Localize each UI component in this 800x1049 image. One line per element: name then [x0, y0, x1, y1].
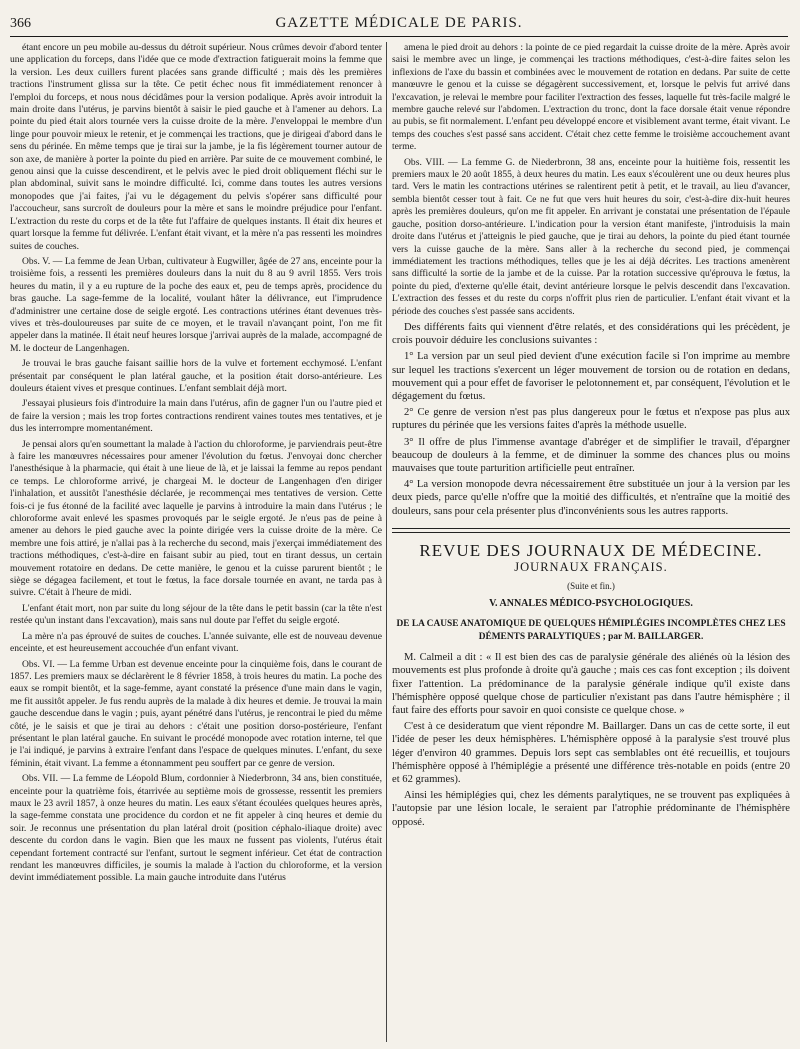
- paragraph: J'essayai plusieurs fois d'introduire la main dans l'utérus, afin de gagner l'un ou l'autre pied et de faire la version ; mais les trop fortes contractions rendirent vaines toutes mes tentatives, et je dus les interrompre momentanément.: [10, 398, 382, 435]
- paragraph: Obs. VIII. — La femme G. de Niederbronn, 38 ans, enceinte pour la huitième fois, ressentit les premiers maux le 20 août 1855, à deux heures du matin. Les eaux s'écoulèrent une ou deux heures plus tard. Vers le matin les contractions utérines se ralentirent petit à petit, et le travail, au lieu d'avancer, sembla bientôt cesser tout à fait. Ce ne fut que vers huit heures du soir, c'est-à-dire dix-huit heures après les premières douleurs, qu'on me fit appeler. En arrivant je constatai une présentation de l'épaule gauche, position dorso-antérieure. L'indication pour la version étant manifeste, j'introduisis la main droite dans l'utérus et j'atteignis le pied gauche, que je tirai au dehors, la pointe du pied étant tournée vers la cuisse gauche de la mère. Sans aller à la recherche du second pied, je commençai immédiatement les tractions méthodiques, telles que je les ai déjà décrites. Les tractions amenèrent sans difficulté la sortie de la jambe et de la cuisse. Par la rotation successive qu'éprouva le fœtus, la pointe du pied, d'externe qu'elle était, devint antérieure lorsque le pelvis descendit dans l'excavation. L'extraction des fesses et du reste du corps n'offrit plus rien de particulier. L'enfant était vivant et la période des couches s'est passée sans accidents.: [392, 156, 790, 317]
- paragraph: C'est à ce desideratum que vient répondre M. Baillarger. Dans un cas de cette sorte, il eut l'idée de peser les deux hémisphères. L'hémisphère opposé à la paralysie s'est trouvé plus léger d'environ 40 grammes. Depuis lors sept cas semblables ont été recueillis, et toujours l'hémisphère opposé à l'hémiplégie a présenté une différence très-notable en poids (entre 20 et 62 grammes).: [392, 721, 790, 786]
- paragraph: L'enfant était mort, non par suite du long séjour de la tête dans le petit bassin (car la tête n'est restée qu'un instant dans l'excavation), mais sans nul doute par l'effet du seigle ergoté.: [10, 602, 382, 627]
- paragraph: La mère n'a pas éprouvé de suites de couches. L'année suivante, elle est de nouveau devenue enceinte, et est heureusement accouchée d'un enfant vivant.: [10, 630, 382, 655]
- paragraph: Obs. V. — La femme de Jean Urban, cultivateur à Eugwiller, âgée de 27 ans, enceinte pour la troisième fois, a ressenti les premières douleurs dans la nuit du 8 au 9 avril 1855. Vers trois heures du matin, il y a eu rupture de la poche des eaux et, peu de temps après, procidence du bras gauche. La sage-femme de la localité, voulant hâter la délivrance, eut l'imprudence d'administrer une certaine dose de seigle ergoté. Les contractions utérines étant devenues très-vives et très-douloureuses par suite de ce moyen, et le travail n'avançant point, l'on me fit appeler dans la matinée. Il était neuf heures lorsque j'arrivai auprès de la malade, accompagné de M. le docteur de Langenhagen.: [10, 255, 382, 354]
- conclusion-item: 3° Il offre de plus l'immense avantage d'abréger et de simplifier le travail, d'épargner beaucoup de douleurs à la femme, et de diminuer la somme des chances plus ou moins mauvaises que toute parturition artificielle peut entraîner.: [392, 436, 790, 474]
- paragraph: M. Calmeil a dit : « Il est bien des cas de paralysie générale des aliénés où la lésion des mouvements est plus profonde à droite qu'à gauche ; mais ces cas font exception ; ils doivent fixer l'attention. La prédominance de la paralysie générale indique qu'il existe dans l'hémisphère opposé quelque chose de particulier n'existant pas dans l'autre hémisphère ; il faut faire des efforts pour savoir en quoi consiste ce quelque chose. »: [392, 652, 790, 717]
- section-heading: V. ANNALES MÉDICO-PSYCHOLOGIQUES.: [489, 598, 693, 609]
- column-divider: [386, 42, 387, 1042]
- paragraph: Obs. VI. — La femme Urban est devenue enceinte pour la cinquième fois, dans le courant de 1857. Les premiers maux se déclarèrent le 8 février 1858, à trois heures du matin. La poche des eaux se rompit bientôt, et la sage-femme, ayant constaté la présence d'une main dans le vagin, me fit aussitôt appeler. Je fus rendu auprès de la malade à dix heures et demie. Je trouvai la main gauche descendue dans le vagin ; puis, ayant pénétré dans l'utérus, je rencontrai le pied du même côté, je le saisis et que je tirai au dehors : c'était une position dorso-postérieure, l'enfant présentant le plan latéral gauche. En suivant le procédé monopode avec rotation interne, tel que je l'ai indiqué, je parvins à extraire l'enfant dans l'espace de quelques minutes. L'enfant, du sexe féminin, était vivant. La femme a étonnamment peu souffert par ce genre de version.: [10, 658, 382, 769]
- page-number: 366: [10, 16, 31, 31]
- conclusions-intro: Des différents faits qui viennent d'être relatés, et des considérations qui les précèdent, je crois pouvoir déduire les conclusions suivantes :: [392, 321, 790, 347]
- section-title: REVUE DES JOURNAUX DE MÉDECINE.: [419, 540, 763, 560]
- section-subtitle: JOURNAUX FRANÇAIS.: [514, 560, 668, 575]
- conclusion-item: 4° La version monopode devra nécessairement être substituée un jour à la version par les deux pieds, parce qu'elle n'offre que la moitié des difficultés, et n'entraîne que la moitié des douleurs, sans pour cela présenter plus d'inconvénients sous les autres rapports.: [392, 479, 790, 517]
- left-column: [10, 42, 382, 1044]
- conclusion-item: 1° La version par un seul pied devient d'une exécution facile si l'on imprime au membre sur lequel les tractions s'exercent un léger mouvement de torsion ou de rotation en dedans, mouvement qui a pour effet de favoriser le pelotonnement et, par conséquent, l'évolution et le dégagement du fœtus.: [392, 351, 790, 402]
- section-rule: [392, 528, 790, 533]
- page-header: [10, 14, 788, 37]
- right-column: [392, 42, 790, 1044]
- paragraph: amena le pied droit au dehors : la pointe de ce pied regardait la cuisse droite de la mère. Après avoir saisi le membre avec un linge, je commençai les tractions méthodiques, c'est-à-dire faites selon les inflexions de l'axe du bassin et combinées avec le mouvement de rotation en dedans. Par suite de cette manœuvre le genou et la cuisse se dégagèrent successivement, et, lorsque le pelvis fut arrivé dans l'excavation, je relevai le membre pour faciliter l'extraction des fesses, laquelle fut très-facile malgré le membre gauche relevé sur l'abdomen. L'extraction du tronc, dont la face dorsale était venue répondre au pubis, se fit normalement. L'enfant peu développé encore et visiblement avant terme, était vivant. Le temps des couches s'est passé sans accident. C'était chez cette femme le troisième accouchement avant terme.: [392, 42, 790, 153]
- conclusion-item: 2° Ce genre de version n'est pas plus dangereux pour le fœtus et n'expose pas plus aux ruptures du périnée que les versions faites d'après la méthode usuelle.: [392, 407, 790, 432]
- paragraph: étant encore un peu mobile au-dessus du détroit supérieur. Nous crûmes devoir d'abord tenter une application du forceps, dans l'idée que ce mode d'extraction fatiguerait moins la femme que la version. Les deux cuillers furent placées sans grande difficulté ; mais dès les premières tractions l'instrument glissa sur la tête. Ce petit échec nous fit immédiatement renoncer à l'emploi du forceps, et nous nous décidâmes pour la version podalique. Après avoir introduit la main droite dans l'utérus, je parvins bientôt à saisir le pied gauche et à l'amener au dehors. La pointe du pied était alors tournée vers la cuisse droite de la mère. J'enveloppai le membre d'un linge pour pouvoir mieux le retenir, et je commençai les tractions, que je dirigeai d'abord dans le sens du périnée. En même temps que je tirai sur la jambe, je la fis légèrement tourner autour de son axe, de manière à porter la pointe du pied en arrière. Par suite de ce mouvement combiné, le genou ainsi que la cuisse descendirent, et le pelvis avec le pied droit obliquement fléchi sur le plan abdominal, suivit sans le moindre difficulté. Ici, comme dans toutes les autres versions monopodes que j'ai faites, j'ai vu le dégagement du pelvis s'opérer sans difficulté pour l'accoucheur, sans surcroît de douleurs pour la mère et sans le moindre préjudice pour l'enfant. L'extraction du reste du corps et de la tête fut l'affaire de quelques instants. Il était dix heures et quart lorsque la femme fut délivrée. L'enfant était vivant, et la mère n'a pas ressenti les moindres suites de couches.: [10, 42, 382, 252]
- paragraph: Je pensai alors qu'en soumettant la malade à l'action du chloroforme, je parviendrais peut-être à faire les manœuvres nécessaires pour amener l'évolution du fœtus. J'envoyai donc chercher l'anesthésique à la pharmacie, qui était à une lieue de là, et je laissai la femme au repos pendant ce temps. Le chloroforme arrivé, je chargeai M. le docteur de Langenhagen d'en diriger l'inhalation, et aussitôt l'anesthésie déclarée, je recommençai mes tentatives de version. Cette fois-ci je fus étonné de la facilité avec laquelle je parvins à introduire la main dans l'utérus ; le chloroforme avait enlevé les spasmes provoqués par le seigle ergoté. Je n'eus pas de peine à amener au dehors le pied gauche avec la pointe dirigée vers la cuisse droite de la mère. Ce membre une fois attiré, je n'allai pas à la recherche du second, mais j'exerçai immédiatement des tractions méthodiques, c'est-à-dire en faisant subir au pied, tout en tirant dessus, un certain mouvement rotatoire en dedans. De cette manière, le genou et la cuisse parurent bientôt ; le siège se dégagea facilement, et tout le fœtus, la face dorsale tournée en avant, ne tarda pas à suivre. C'était à l'heure de midi.: [10, 438, 382, 599]
- paragraph: Je trouvai le bras gauche faisant saillie hors de la vulve et fortement ecchymosé. L'enfant présentait par conséquent le plan latéral gauche, et la position était dorso-antérieure. Les douleurs étaient vives et presque continues. L'enfant semblait déjà mort.: [10, 358, 382, 394]
- article-title: DE LA CAUSE ANATOMIQUE DE QUELQUES HÉMIPLÉGIES INCOMPLÈTES CHEZ LES DÉMENTS PARALYTIQUES ; par M. BAILLARGER.: [396, 619, 786, 642]
- paragraph: Ainsi les hémiplégies qui, chez les déments paralytiques, ne se trouvent pas expliquées à l'autopsie par une lésion locale, le seraient par l'atrophie prédominante de l'hémisphère opposé.: [392, 790, 790, 828]
- journal-title: GAZETTE MÉDICALE DE PARIS.: [275, 15, 523, 31]
- paragraph: Obs. VII. — La femme de Léopold Blum, cordonnier à Niederbronn, 34 ans, bien constituée, enceinte pour la quatrième fois, étarrivée au septième mois de grossesse, ressentit les premiers maux le 23 avril 1857, à onze heures du matin. Les eaux s'étant écoulées quelques heures après, la sage-femme constata une procidence du cordon et ne fit appeler à cinq heures et demie du soir. Je reconnus une présentation du plan latéral droit (position céphalo-iliaque droite) avec descente du cordon dans le vagin. Bien que les maux ne fussent pas violents, l'utérus était cependant fortement contracté sur l'enfant, surtout le segment inférieur. Cet état de contraction rendant les manœuvres difficiles, je soumis la malade à l'action du chloroforme, et la version devint immédiatement possible. La main gauche introduite dans l'utérus: [10, 773, 382, 884]
- section-note: (Suite et fin.): [567, 580, 615, 591]
